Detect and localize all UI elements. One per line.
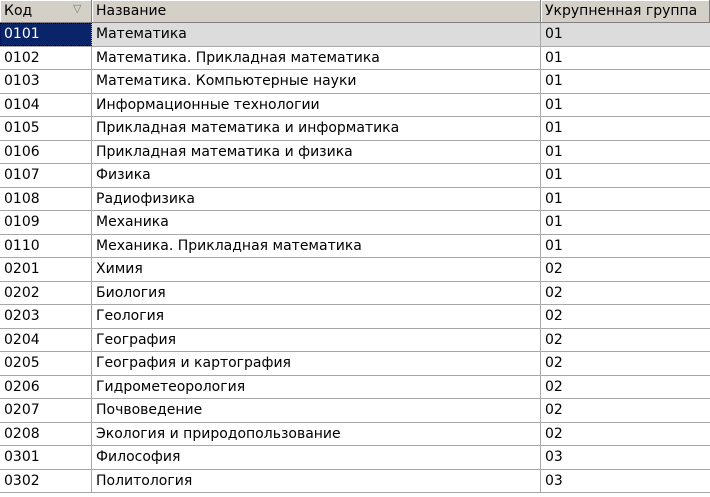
cell-group[interactable]: 01 xyxy=(545,96,563,113)
table-row[interactable] xyxy=(0,399,710,423)
cell-name[interactable]: Философия xyxy=(92,446,541,469)
cell-group[interactable]: 01 xyxy=(545,214,563,230)
cell-name[interactable]: Математика. Компьютерные науки xyxy=(92,70,541,93)
cell-name[interactable]: Биология xyxy=(92,282,541,305)
cell-code[interactable]: 0202 xyxy=(0,282,92,305)
cell-group[interactable]: 03 xyxy=(545,449,563,465)
table-row[interactable] xyxy=(0,282,710,306)
cell-name[interactable]: Математика xyxy=(92,23,541,46)
table-row[interactable] xyxy=(0,94,710,118)
cell-group[interactable]: 01 xyxy=(545,190,563,207)
cell-group[interactable]: 01 xyxy=(545,49,563,66)
table-row[interactable] xyxy=(0,329,710,353)
cell-group[interactable]: 02 xyxy=(545,355,563,371)
grid-body xyxy=(0,23,710,493)
column-header-name[interactable] xyxy=(92,0,541,22)
cell-code[interactable]: 0206 xyxy=(0,376,92,399)
column-header-group[interactable] xyxy=(541,0,710,22)
table-row[interactable] xyxy=(0,117,710,141)
cell-group[interactable]: 02 xyxy=(545,284,563,301)
cell-code[interactable]: 0109 xyxy=(0,211,92,234)
cell-group[interactable]: 02 xyxy=(545,402,563,418)
cell-code[interactable]: 0101 xyxy=(0,23,92,46)
table-row[interactable] xyxy=(0,258,710,282)
cell-name[interactable]: Политология xyxy=(92,470,541,493)
cell-code[interactable]: 0301 xyxy=(0,446,92,469)
cell-name[interactable]: Гидрометеорология xyxy=(92,376,541,399)
grid-header xyxy=(0,0,710,23)
cell-group[interactable]: 03 xyxy=(545,472,563,489)
cell-group[interactable]: 02 xyxy=(545,261,563,277)
cell-code[interactable]: 0207 xyxy=(0,399,92,422)
cell-code[interactable]: 0204 xyxy=(0,329,92,352)
cell-group[interactable]: 01 xyxy=(545,167,563,183)
cell-name[interactable]: Геология xyxy=(92,305,541,328)
cell-name[interactable]: Математика. Прикладная математика xyxy=(92,47,541,70)
table-row[interactable] xyxy=(0,23,710,47)
cell-code[interactable]: 0104 xyxy=(0,94,92,117)
cell-code[interactable]: 0105 xyxy=(0,117,92,140)
cell-group[interactable]: 02 xyxy=(545,331,563,348)
cell-name[interactable]: Прикладная математика и информатика xyxy=(92,117,541,140)
column-header-code-label: Код xyxy=(4,3,33,19)
cell-code[interactable]: 0208 xyxy=(0,423,92,446)
cell-group[interactable]: 02 xyxy=(545,378,563,395)
cell-name[interactable]: Экология и природопользование xyxy=(92,423,541,446)
table-row[interactable] xyxy=(0,164,710,188)
cell-name[interactable]: Радиофизика xyxy=(92,188,541,211)
cell-name[interactable]: Механика xyxy=(92,211,541,234)
cell-group[interactable]: 01 xyxy=(545,143,563,160)
cell-code[interactable]: 0201 xyxy=(0,258,92,281)
column-header-group-label: Укрупненная группа xyxy=(545,3,698,19)
table-row[interactable] xyxy=(0,70,710,94)
table-row[interactable] xyxy=(0,376,710,400)
cell-group[interactable]: 02 xyxy=(545,308,563,324)
table-row[interactable] xyxy=(0,423,710,447)
cell-name[interactable]: Физика xyxy=(92,164,541,187)
cell-code[interactable]: 0106 xyxy=(0,141,92,164)
cell-code[interactable]: 0110 xyxy=(0,235,92,258)
table-row[interactable] xyxy=(0,141,710,165)
cell-code[interactable]: 0205 xyxy=(0,352,92,375)
cell-code[interactable]: 0107 xyxy=(0,164,92,187)
cell-code[interactable]: 0302 xyxy=(0,470,92,493)
table-row[interactable] xyxy=(0,235,710,259)
cell-name[interactable]: Химия xyxy=(92,258,541,281)
column-header-code[interactable] xyxy=(0,0,92,22)
table-row[interactable] xyxy=(0,446,710,470)
table-row[interactable] xyxy=(0,47,710,71)
cell-group[interactable]: 01 xyxy=(545,26,563,42)
table-row[interactable] xyxy=(0,188,710,212)
cell-code[interactable]: 0102 xyxy=(0,47,92,70)
sort-descending-icon[interactable]: ▽ xyxy=(73,2,82,15)
cell-name[interactable]: География и картография xyxy=(92,352,541,375)
table-row[interactable] xyxy=(0,305,710,329)
cell-name[interactable]: Информационные технологии xyxy=(92,94,541,117)
cell-group[interactable]: 01 xyxy=(545,73,563,89)
cell-name[interactable]: Прикладная математика и физика xyxy=(92,141,541,164)
cell-group[interactable]: 01 xyxy=(545,120,563,136)
cell-group[interactable]: 02 xyxy=(545,425,563,442)
cell-name[interactable]: География xyxy=(92,329,541,352)
cell-group[interactable]: 01 xyxy=(545,237,563,254)
cell-code[interactable]: 0203 xyxy=(0,305,92,328)
column-header-name-label: Название xyxy=(96,3,167,19)
cell-code[interactable]: 0108 xyxy=(0,188,92,211)
cell-code[interactable]: 0103 xyxy=(0,70,92,93)
table-row[interactable] xyxy=(0,352,710,376)
table-row[interactable] xyxy=(0,211,710,235)
table-row[interactable] xyxy=(0,470,710,494)
cell-name[interactable]: Механика. Прикладная математика xyxy=(92,235,541,258)
cell-name[interactable]: Почвоведение xyxy=(92,399,541,422)
